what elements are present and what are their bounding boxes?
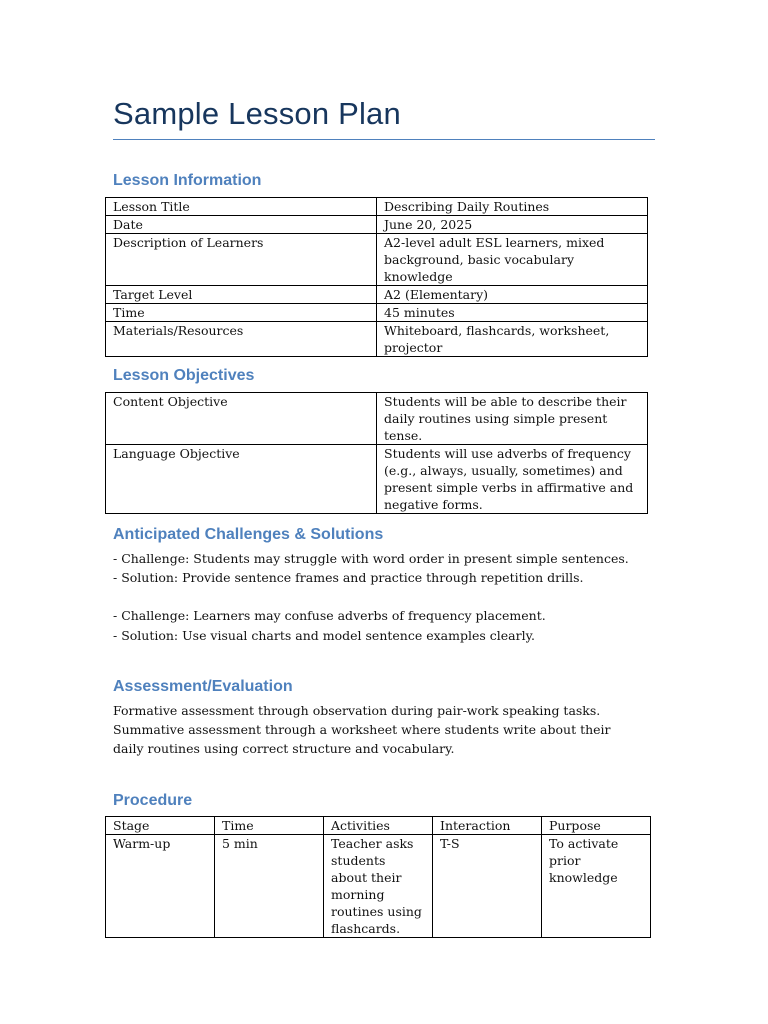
lesson-objectives-table — [105, 392, 648, 514]
cell-stage: Warm-up — [106, 835, 215, 938]
solution-line: - Solution: Use visual charts and model sentence examples clearly. — [113, 627, 535, 643]
objective-label: Content Objective — [106, 393, 377, 445]
info-value: A2-level adult ESL learners, mixed background, basic vocabulary knowledge — [377, 234, 648, 286]
solution-line: - Solution: Provide sentence frames and practice through repetition drills. — [113, 570, 584, 586]
info-value: Describing Daily Routines — [377, 198, 648, 216]
info-value: A2 (Elementary) — [377, 286, 648, 304]
objective-value: Students will use adverbs of frequency (e.g., always, usually, sometimes) and present simple verbs in affirmative and negative forms. — [377, 445, 648, 514]
column-header-purpose: Purpose — [542, 817, 651, 835]
challenges-list — [113, 549, 653, 645]
table-row — [106, 234, 648, 286]
info-value: Whiteboard, flashcards, worksheet, projector — [377, 322, 648, 357]
column-header-activities: Activities — [324, 817, 433, 835]
cell-purpose: To activate prior knowledge — [542, 835, 651, 938]
table-row — [106, 445, 648, 514]
table-header-row — [106, 817, 651, 835]
table-row — [106, 304, 648, 322]
column-header-stage: Stage — [106, 817, 215, 835]
assessment-heading: Assessment/Evaluation — [113, 678, 293, 695]
objective-label: Language Objective — [106, 445, 377, 514]
challenge-line: - Challenge: Learners may confuse adverbs of frequency placement. — [113, 608, 546, 624]
table-row — [106, 393, 648, 445]
assessment-text — [113, 701, 643, 759]
procedure-heading: Procedure — [113, 792, 193, 809]
info-value: 45 minutes — [377, 304, 648, 322]
lesson-information-table — [105, 197, 648, 357]
challenge-line: - Challenge: Students may struggle with word order in present simple sentences. — [113, 551, 629, 566]
info-label: Target Level — [106, 286, 377, 304]
title-underline — [113, 139, 655, 140]
cell-interaction: T-S — [433, 835, 542, 938]
info-label: Time — [106, 304, 377, 322]
cell-activities: Teacher asks students about their morning routines using flashcards. — [324, 835, 433, 938]
assessment-paragraph: Formative assessment through observation during pair-work speaking tasks. Summative assessment through a worksheet where students write about their daily routines using correct structure and vocabulary. — [113, 703, 611, 757]
table-row — [106, 322, 648, 357]
info-label: Lesson Title — [106, 198, 377, 216]
document-title: Sample Lesson Plan — [113, 96, 401, 131]
info-label: Description of Learners — [106, 234, 377, 286]
cell-time: 5 min — [215, 835, 324, 938]
table-row — [106, 198, 648, 216]
table-row — [106, 835, 651, 938]
info-label: Date — [106, 216, 377, 234]
table-row — [106, 216, 648, 234]
info-value: June 20, 2025 — [377, 216, 648, 234]
objective-value: Students will be able to describe their daily routines using simple present tense. — [377, 393, 648, 445]
column-header-interaction: Interaction — [433, 817, 542, 835]
lesson-objectives-heading: Lesson Objectives — [113, 367, 255, 384]
info-label: Materials/Resources — [106, 322, 377, 357]
table-row — [106, 286, 648, 304]
procedure-table — [105, 816, 651, 938]
column-header-time: Time — [215, 817, 324, 835]
lesson-information-heading: Lesson Information — [113, 172, 262, 189]
challenges-heading: Anticipated Challenges & Solutions — [113, 526, 384, 543]
